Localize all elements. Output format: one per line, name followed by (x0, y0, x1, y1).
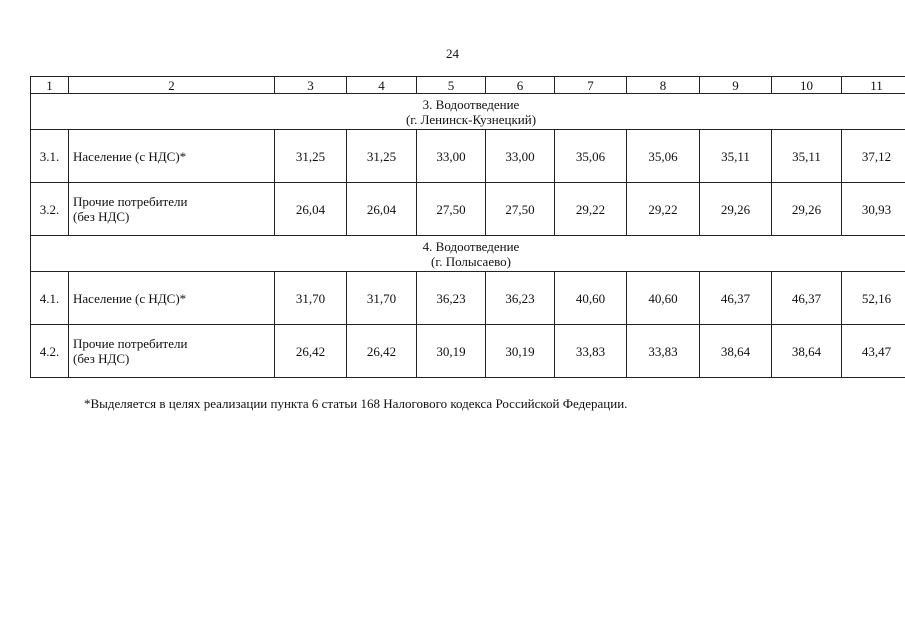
section-header-row (31, 236, 905, 272)
column-header: 7 (555, 77, 627, 94)
table-row (31, 130, 905, 183)
column-header: 9 (700, 77, 772, 94)
tariff-value: 26,42 (347, 325, 417, 378)
column-header: 10 (772, 77, 842, 94)
tariff-value: 33,83 (555, 325, 627, 378)
tariff-value: 35,06 (627, 130, 700, 183)
table-row (31, 325, 905, 378)
column-header: 6 (486, 77, 555, 94)
tariff-value: 27,50 (486, 183, 555, 236)
table-header-row (31, 77, 905, 94)
section-title: 4. Водоотведение (422, 238, 520, 254)
tariff-value: 29,22 (555, 183, 627, 236)
column-header: 2 (69, 77, 275, 94)
row-number: 3.2. (31, 183, 69, 236)
tariff-value: 35,11 (772, 130, 842, 183)
tariff-value: 29,26 (772, 183, 842, 236)
tariff-value: 30,19 (486, 325, 555, 378)
tariff-value: 38,64 (700, 325, 772, 378)
tariff-value: 31,25 (275, 130, 347, 183)
page-number: 24 (446, 46, 459, 61)
column-header: 5 (417, 77, 486, 94)
section-header (31, 94, 905, 130)
tariff-value: 33,00 (486, 130, 555, 183)
section-header-row (31, 94, 905, 130)
consumer-name-line: Прочие потребители (73, 336, 188, 351)
consumer-name-line: Прочие потребители (73, 194, 188, 209)
consumer-name: Население (с НДС)* (69, 130, 275, 183)
tariff-value: 30,93 (842, 183, 905, 236)
tariff-value: 31,70 (275, 272, 347, 325)
row-number: 4.2. (31, 325, 69, 378)
tariff-value: 29,22 (627, 183, 700, 236)
consumer-name (69, 325, 275, 378)
column-header: 1 (31, 77, 69, 94)
tariff-value: 52,16 (842, 272, 905, 325)
tariff-value: 46,37 (700, 272, 772, 325)
column-header: 8 (627, 77, 700, 94)
tariff-value: 33,00 (417, 130, 486, 183)
consumer-name: Население (с НДС)* (69, 272, 275, 325)
tariff-value: 29,26 (700, 183, 772, 236)
tariff-value: 46,37 (772, 272, 842, 325)
row-number: 3.1. (31, 130, 69, 183)
tariff-value: 43,47 (842, 325, 905, 378)
consumer-name (69, 183, 275, 236)
tariff-value: 35,06 (555, 130, 627, 183)
tariff-value: 26,04 (347, 183, 417, 236)
consumer-name-line: (без НДС) (73, 209, 130, 224)
tariff-value: 31,25 (347, 130, 417, 183)
section-city: (г. Полысаево) (431, 253, 511, 269)
column-header: 3 (275, 77, 347, 94)
tariff-value: 30,19 (417, 325, 486, 378)
tariff-value: 36,23 (417, 272, 486, 325)
tariff-value: 36,23 (486, 272, 555, 325)
row-number: 4.1. (31, 272, 69, 325)
table-row (31, 183, 905, 236)
tariff-value: 33,83 (627, 325, 700, 378)
section-header (31, 236, 905, 272)
column-header: 4 (347, 77, 417, 94)
tariff-value: 35,11 (700, 130, 772, 183)
tariff-value: 37,12 (842, 130, 905, 183)
tariff-value: 31,70 (347, 272, 417, 325)
tariff-value: 27,50 (417, 183, 486, 236)
tariff-value: 40,60 (555, 272, 627, 325)
table-row (31, 272, 905, 325)
tariff-value: 26,42 (275, 325, 347, 378)
tariff-value: 26,04 (275, 183, 347, 236)
tariff-value: 40,60 (627, 272, 700, 325)
footnote: *Выделяется в целях реализации пункта 6 статьи 168 Налогового кодекса Российской Федерации. (84, 396, 628, 411)
tariff-table (30, 76, 905, 378)
section-title: 3. Водоотведение (422, 96, 520, 112)
section-city: (г. Ленинск-Кузнецкий) (405, 111, 537, 127)
tariff-value: 38,64 (772, 325, 842, 378)
consumer-name-line: (без НДС) (73, 351, 130, 366)
column-header: 11 (842, 77, 905, 94)
